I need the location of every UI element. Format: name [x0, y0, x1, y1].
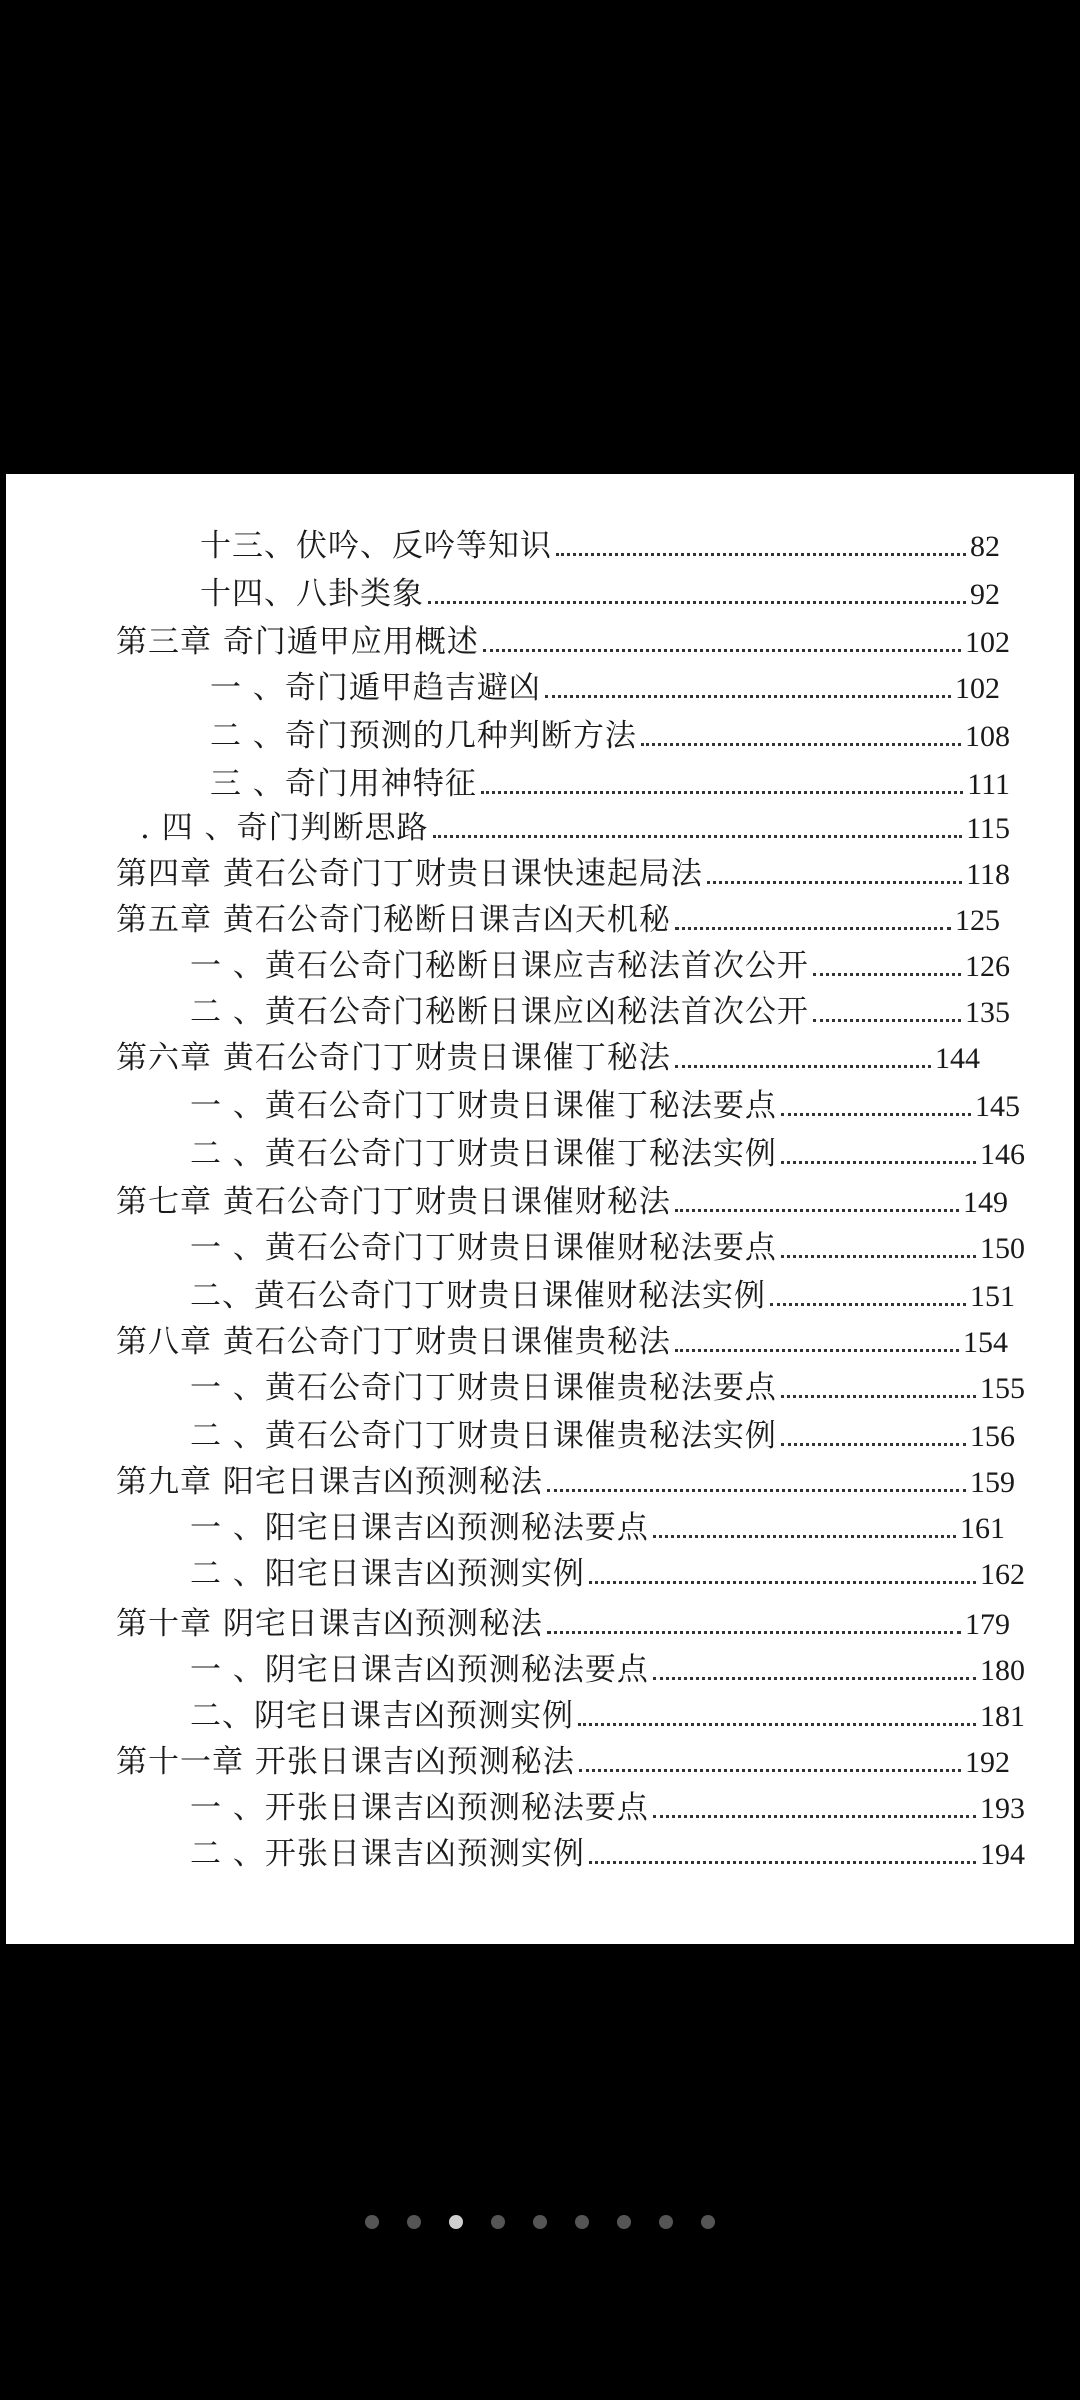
- toc-entry-page-number: 145: [975, 1090, 1020, 1123]
- toc-entry-title: 一 、黄石公奇门秘断日课应吉秘法首次公开: [190, 948, 809, 984]
- toc-entry-page-number: 102: [955, 672, 1000, 705]
- toc-leader-dots: [641, 743, 961, 746]
- page-dot[interactable]: [365, 2215, 379, 2229]
- toc-leader-dots: [653, 1535, 956, 1538]
- toc-entry: [116, 1179, 1008, 1225]
- toc-entry-page-number: 161: [960, 1512, 1005, 1545]
- document-page: [6, 474, 1074, 1944]
- toc-leader-dots: [547, 1631, 961, 1634]
- toc-entry: [116, 1459, 1015, 1505]
- toc-entry-page-number: 154: [963, 1326, 1008, 1359]
- toc-entry-title: 二 、阳宅日课吉凶预测实例: [190, 1556, 585, 1592]
- toc-entry: [210, 713, 1010, 759]
- toc-entry-page-number: 193: [980, 1792, 1025, 1825]
- toc-entry-page-number: 150: [980, 1232, 1025, 1265]
- toc-entry: [200, 523, 1000, 569]
- toc-entry: [190, 1413, 1015, 1459]
- toc-leader-dots: [675, 1349, 959, 1352]
- toc-entry-page-number: 144: [935, 1042, 980, 1075]
- toc-entry-page-number: 115: [966, 812, 1010, 845]
- page-dot[interactable]: [659, 2215, 673, 2229]
- toc-entry: [116, 1739, 1010, 1785]
- page-indicator: [0, 2210, 1080, 2234]
- toc-entry-title: 二 、黄石公奇门秘断日课应凶秘法首次公开: [190, 994, 809, 1030]
- toc-leader-dots: [813, 1019, 961, 1022]
- toc-entry-page-number: 102: [965, 626, 1010, 659]
- toc-entry-title: 一 、开张日课吉凶预测秘法要点: [190, 1790, 649, 1826]
- toc-entry: [116, 619, 1010, 665]
- toc-entry-title: 第十章 阴宅日课吉凶预测秘法: [116, 1606, 543, 1642]
- toc-entry-page-number: 92: [970, 578, 1000, 611]
- toc-entry-page-number: 156: [970, 1420, 1015, 1453]
- toc-leader-dots: [675, 927, 951, 930]
- toc-entry-page-number: 125: [955, 904, 1000, 937]
- toc-entry-page-number: 192: [965, 1746, 1010, 1779]
- toc-entry: [116, 1601, 1010, 1647]
- toc-entry-page-number: 181: [980, 1700, 1025, 1733]
- toc-leader-dots: [770, 1303, 966, 1306]
- toc-entry: [190, 1131, 1025, 1177]
- toc-leader-dots: [579, 1769, 961, 1772]
- toc-leader-dots: [653, 1815, 976, 1818]
- toc-entry-title: 第四章 黄石公奇门丁财贵日课快速起局法: [116, 856, 703, 892]
- toc-entry-title: 二、阴宅日课吉凶预测实例: [190, 1698, 574, 1734]
- toc-entry-title: 一 、黄石公奇门丁财贵日课催财秘法要点: [190, 1230, 777, 1266]
- toc-leader-dots: [433, 835, 963, 838]
- toc-leader-dots: [578, 1723, 976, 1726]
- toc-entry-page-number: 146: [980, 1138, 1025, 1171]
- toc-entry: [190, 1273, 1015, 1319]
- toc-entry-title: 十四、八卦类象: [200, 576, 424, 612]
- toc-entry: [190, 1785, 1025, 1831]
- toc-entry-title: 二 、黄石公奇门丁财贵日课催贵秘法实例: [190, 1418, 777, 1454]
- toc-entry-title: . 四 、奇门判断思路: [140, 810, 429, 846]
- toc-leader-dots: [781, 1113, 971, 1116]
- toc-leader-dots: [481, 791, 963, 794]
- toc-entry-title: 二 、奇门预测的几种判断方法: [210, 718, 637, 754]
- toc-leader-dots: [589, 1581, 976, 1584]
- toc-entry-title: 一 、阴宅日课吉凶预测秘法要点: [190, 1652, 649, 1688]
- toc-leader-dots: [428, 601, 966, 604]
- toc-entry: [210, 665, 1000, 711]
- toc-entry: [190, 1083, 1020, 1129]
- page-dot[interactable]: [491, 2215, 505, 2229]
- toc-entry-page-number: 126: [965, 950, 1010, 983]
- toc-entry-page-number: 155: [980, 1372, 1025, 1405]
- toc-leader-dots: [781, 1161, 976, 1164]
- toc-leader-dots: [675, 1065, 931, 1068]
- toc-entry-page-number: 118: [966, 858, 1010, 891]
- toc-entry: [190, 1505, 1005, 1551]
- toc-leader-dots: [813, 973, 961, 976]
- toc-entry: [190, 1365, 1025, 1411]
- page-dot[interactable]: [701, 2215, 715, 2229]
- toc-entry-page-number: 194: [980, 1838, 1025, 1871]
- toc-entry-page-number: 159: [970, 1466, 1015, 1499]
- toc-entry: [116, 851, 1010, 897]
- toc-entry-title: 一 、阳宅日课吉凶预测秘法要点: [190, 1510, 649, 1546]
- toc-entry-page-number: 82: [970, 530, 1000, 563]
- toc-entry: [200, 571, 1000, 617]
- toc-entry: [140, 805, 1010, 851]
- toc-entry-title: 第六章 黄石公奇门丁财贵日课催丁秘法: [116, 1040, 671, 1076]
- toc-entry: [190, 989, 1010, 1035]
- toc-entry-title: 第十一章 开张日课吉凶预测秘法: [116, 1744, 575, 1780]
- toc-leader-dots: [675, 1209, 959, 1212]
- toc-entry: [190, 943, 1010, 989]
- page-dot-active[interactable]: [449, 2215, 463, 2229]
- toc-entry-page-number: 135: [965, 996, 1010, 1029]
- toc-entry-page-number: 151: [970, 1280, 1015, 1313]
- toc-entry-title: 第七章 黄石公奇门丁财贵日课催财秘法: [116, 1184, 671, 1220]
- toc-entry-title: 一 、黄石公奇门丁财贵日课催丁秘法要点: [190, 1088, 777, 1124]
- page-dot[interactable]: [575, 2215, 589, 2229]
- toc-leader-dots: [556, 553, 966, 556]
- toc-entry-page-number: 149: [963, 1186, 1008, 1219]
- page-dot[interactable]: [407, 2215, 421, 2229]
- page-dot[interactable]: [533, 2215, 547, 2229]
- toc-entry: [210, 761, 1010, 807]
- toc-leader-dots: [483, 649, 961, 652]
- toc-leader-dots: [545, 695, 951, 698]
- toc-entry-title: 二、黄石公奇门丁财贵日课催财秘法实例: [190, 1278, 766, 1314]
- toc-entry-title: 二 、开张日课吉凶预测实例: [190, 1836, 585, 1872]
- toc-entry-page-number: 108: [965, 720, 1010, 753]
- toc-entry: [116, 1319, 1008, 1365]
- table-of-contents: [6, 474, 1074, 1944]
- toc-leader-dots: [781, 1443, 966, 1446]
- toc-entry: [190, 1225, 1025, 1271]
- toc-entry-title: 二 、黄石公奇门丁财贵日课催丁秘法实例: [190, 1136, 777, 1172]
- toc-leader-dots: [707, 881, 962, 884]
- toc-entry-title: 第五章 黄石公奇门秘断日课吉凶天机秘: [116, 902, 671, 938]
- toc-entry: [116, 1035, 980, 1081]
- toc-entry: [116, 897, 1000, 943]
- toc-entry-title: 第八章 黄石公奇门丁财贵日课催贵秘法: [116, 1324, 671, 1360]
- toc-leader-dots: [781, 1255, 976, 1258]
- toc-entry: [190, 1831, 1025, 1877]
- toc-leader-dots: [547, 1489, 966, 1492]
- toc-leader-dots: [653, 1677, 976, 1680]
- toc-entry-title: 一 、黄石公奇门丁财贵日课催贵秘法要点: [190, 1370, 777, 1406]
- toc-entry-page-number: 180: [980, 1654, 1025, 1687]
- toc-entry-title: 第九章 阳宅日课吉凶预测秘法: [116, 1464, 543, 1500]
- toc-entry-page-number: 162: [980, 1558, 1025, 1591]
- toc-leader-dots: [589, 1861, 976, 1864]
- toc-entry-page-number: 111: [967, 768, 1010, 801]
- toc-leader-dots: [781, 1395, 976, 1398]
- toc-entry-title: 三 、奇门用神特征: [210, 766, 477, 802]
- page-dot[interactable]: [617, 2215, 631, 2229]
- toc-entry-title: 十三、伏吟、反吟等知识: [200, 528, 552, 564]
- toc-entry: [190, 1693, 1025, 1739]
- toc-entry-title: 第三章 奇门遁甲应用概述: [116, 624, 479, 660]
- toc-entry-title: 一 、奇门遁甲趋吉避凶: [210, 670, 541, 706]
- toc-entry-page-number: 179: [965, 1608, 1010, 1641]
- toc-entry: [190, 1551, 1025, 1597]
- toc-entry: [190, 1647, 1025, 1693]
